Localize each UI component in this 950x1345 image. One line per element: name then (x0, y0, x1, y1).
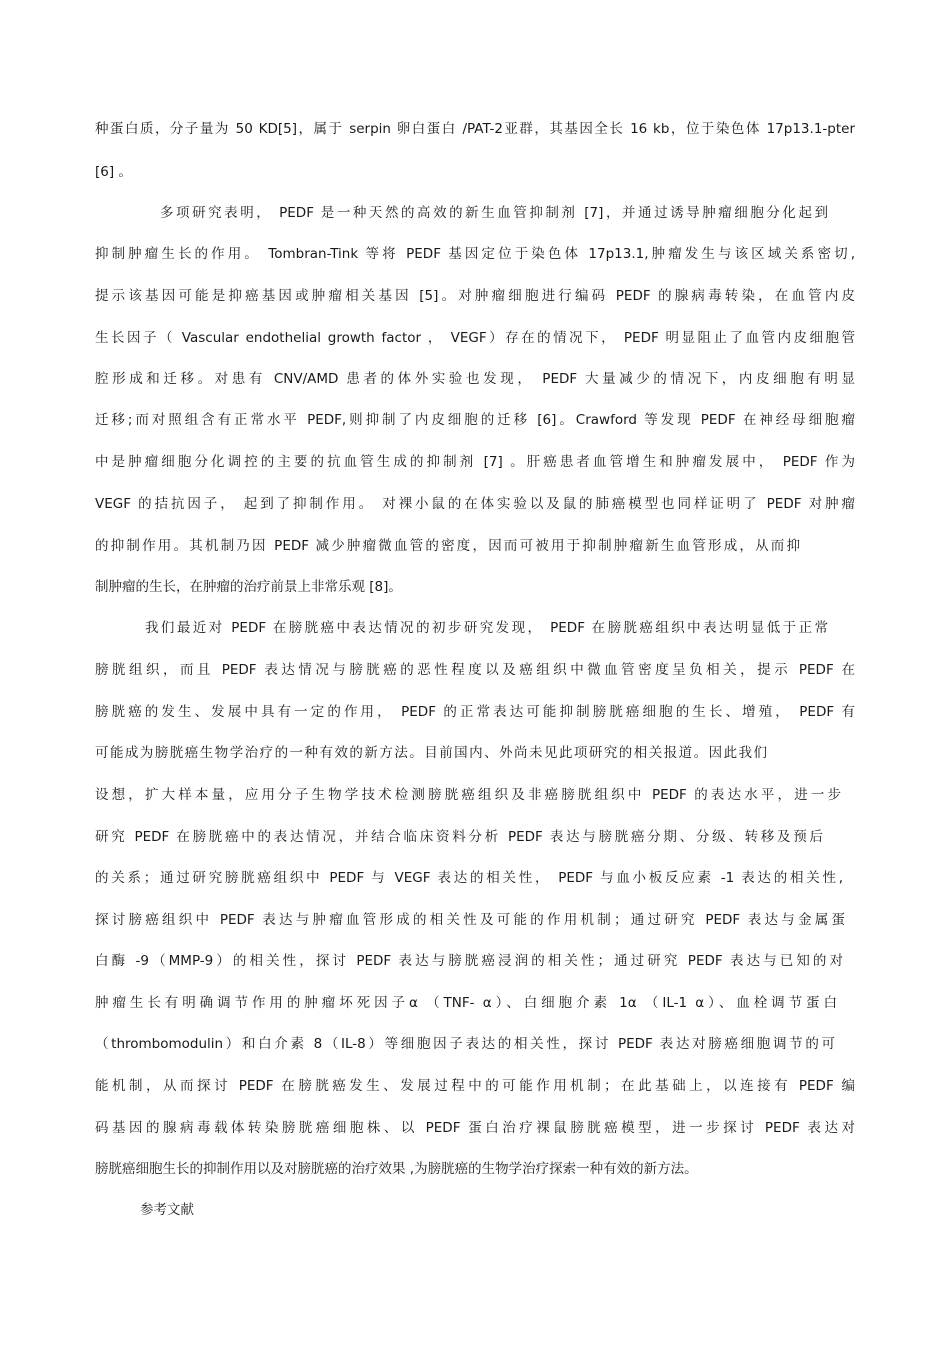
text-line-26: 膀胱癌细胞生长的抑制作用以及对膀胱癌的治疗效果 ,为膀胱癌的生物学治疗探索一种有效的新方法。 (95, 1161, 698, 1177)
text-line-8: 迁移;而对照组含有正常水平 PEDF,则抑制了内皮细胞的迁移 [6]。Crawford 等发现 PEDF 在神经母细胞瘤 (95, 412, 855, 428)
text-line-14: 膀胱组织，而且 PEDF 表达情况与膀胱癌的恶性程度以及癌组织中微血管密度呈负相关，提示 PEDF 在 (95, 662, 855, 678)
text-line-18: 研究 PEDF 在膀胱癌中的表达情况，并结合临床资料分析 PEDF 表达与膀胱癌分期、分级、转移及预后 (95, 829, 823, 845)
text-line-23: （thrombomodulin）和白介素 8（IL-8）等细胞因子表达的相关性，探讨 PEDF 表达对膀癌细胞调节的可 (95, 1036, 835, 1052)
text-line-1: 种蛋白质，分子量为 50 KD[5]，属于 serpin 卵白蛋白 /PAT-2亚群，其基因全长 16 kb，位于染色体 17p13.1-pter (95, 121, 855, 137)
text-line-12: 制肿瘤的生长，在肿瘤的治疗前景上非常乐观 [8]。 (95, 579, 402, 595)
text-line-24: 能机制，从而探讨 PEDF 在膀胱癌发生、发展过程中的可能作用机制；在此基础上，以连接有 PEDF 编 (95, 1078, 855, 1094)
text-line-22: 肿瘤生长有明确调节作用的肿瘤坏死因子α （TNF- α）、白细胞介素 1α （IL-1 α）、血栓调节蛋白 (95, 995, 837, 1011)
text-line-13: 我们最近对 PEDF 在膀胱癌中表达情况的初步研究发现， PEDF 在膀胱癌组织中表达明显低于正常 (145, 620, 828, 636)
text-line-4: 抑制肿瘤生长的作用。 Tombran-Tink 等将 PEDF 基因定位于染色体 17p13.1,肿瘤发生与该区域关系密切, (95, 246, 855, 262)
text-line-5: 提示该基因可能是抑癌基因或肿瘤相关基因 [5]。对肿瘤细胞进行编码 PEDF 的腺病毒转染，在血管内皮 (95, 288, 855, 304)
text-line-6: 生长因子（ Vascular endothelial growth factor ， VEGF）存在的情况下， PEDF 明显阻止了血管内皮细胞管 (95, 330, 855, 346)
text-line-7: 腔形成和迁移。对患有 CNV/AMD 患者的体外实验也发现， PEDF 大量减少的情况下，内皮细胞有明显 (95, 371, 855, 387)
text-line-25: 码基因的腺病毒载体转染膀胱癌细胞株、以 PEDF 蛋白治疗裸鼠膀胱癌模型，进一步探讨 PEDF 表达对 (95, 1120, 855, 1136)
text-line-19: 的关系；通过研究膀胱癌组织中 PEDF 与 VEGF 表达的相关性， PEDF 与血小板反应素 -1 表达的相关性, (95, 870, 843, 886)
references-heading: 参考文献 (140, 1202, 194, 1218)
text-line-10: VEGF 的拮抗因子， 起到了抑制作用。 对裸小鼠的在体实验以及鼠的肺癌模型也同样证明了 PEDF 对肿瘤 (95, 496, 855, 512)
text-line-21: 白酶 -9（MMP-9）的相关性，探讨 PEDF 表达与膀胱癌浸润的相关性；通过研究 PEDF 表达与已知的对 (95, 953, 843, 969)
text-line-9: 中是肿瘤细胞分化调控的主要的抗血管生成的抑制剂 [7] 。肝癌患者血管增生和肿瘤发展中， PEDF 作为 (95, 454, 855, 470)
text-line-20: 探讨膀癌组织中 PEDF 表达与肿瘤血管形成的相关性及可能的作用机制；通过研究 PEDF 表达与金属蛋 (95, 912, 845, 928)
text-line-15: 膀胱癌的发生、发展中具有一定的作用， PEDF 的正常表达可能抑制膀胱癌细胞的生长、增殖， PEDF 有 (95, 704, 855, 720)
text-line-2: [6] 。 (95, 164, 132, 180)
text-line-16: 可能成为膀胱癌生物学治疗的一种有效的新方法。目前国内、外尚未见此项研究的相关报道。因此我们 (95, 745, 767, 761)
text-line-11: 的抑制作用。其机制乃因 PEDF 减少肿瘤微血管的密度，因而可被用于抑制肿瘤新生血管形成，从而抑 (95, 538, 800, 554)
text-line-3: 多项研究表明， PEDF 是一种天然的高效的新生血管抑制剂 [7]，并通过诱导肿瘤细胞分化起到 (160, 205, 828, 221)
text-line-17: 设想，扩大样本量，应用分子生物学技术检测膀胱癌组织及非癌膀胱组织中 PEDF 的表达水平，进一步 (95, 787, 841, 803)
